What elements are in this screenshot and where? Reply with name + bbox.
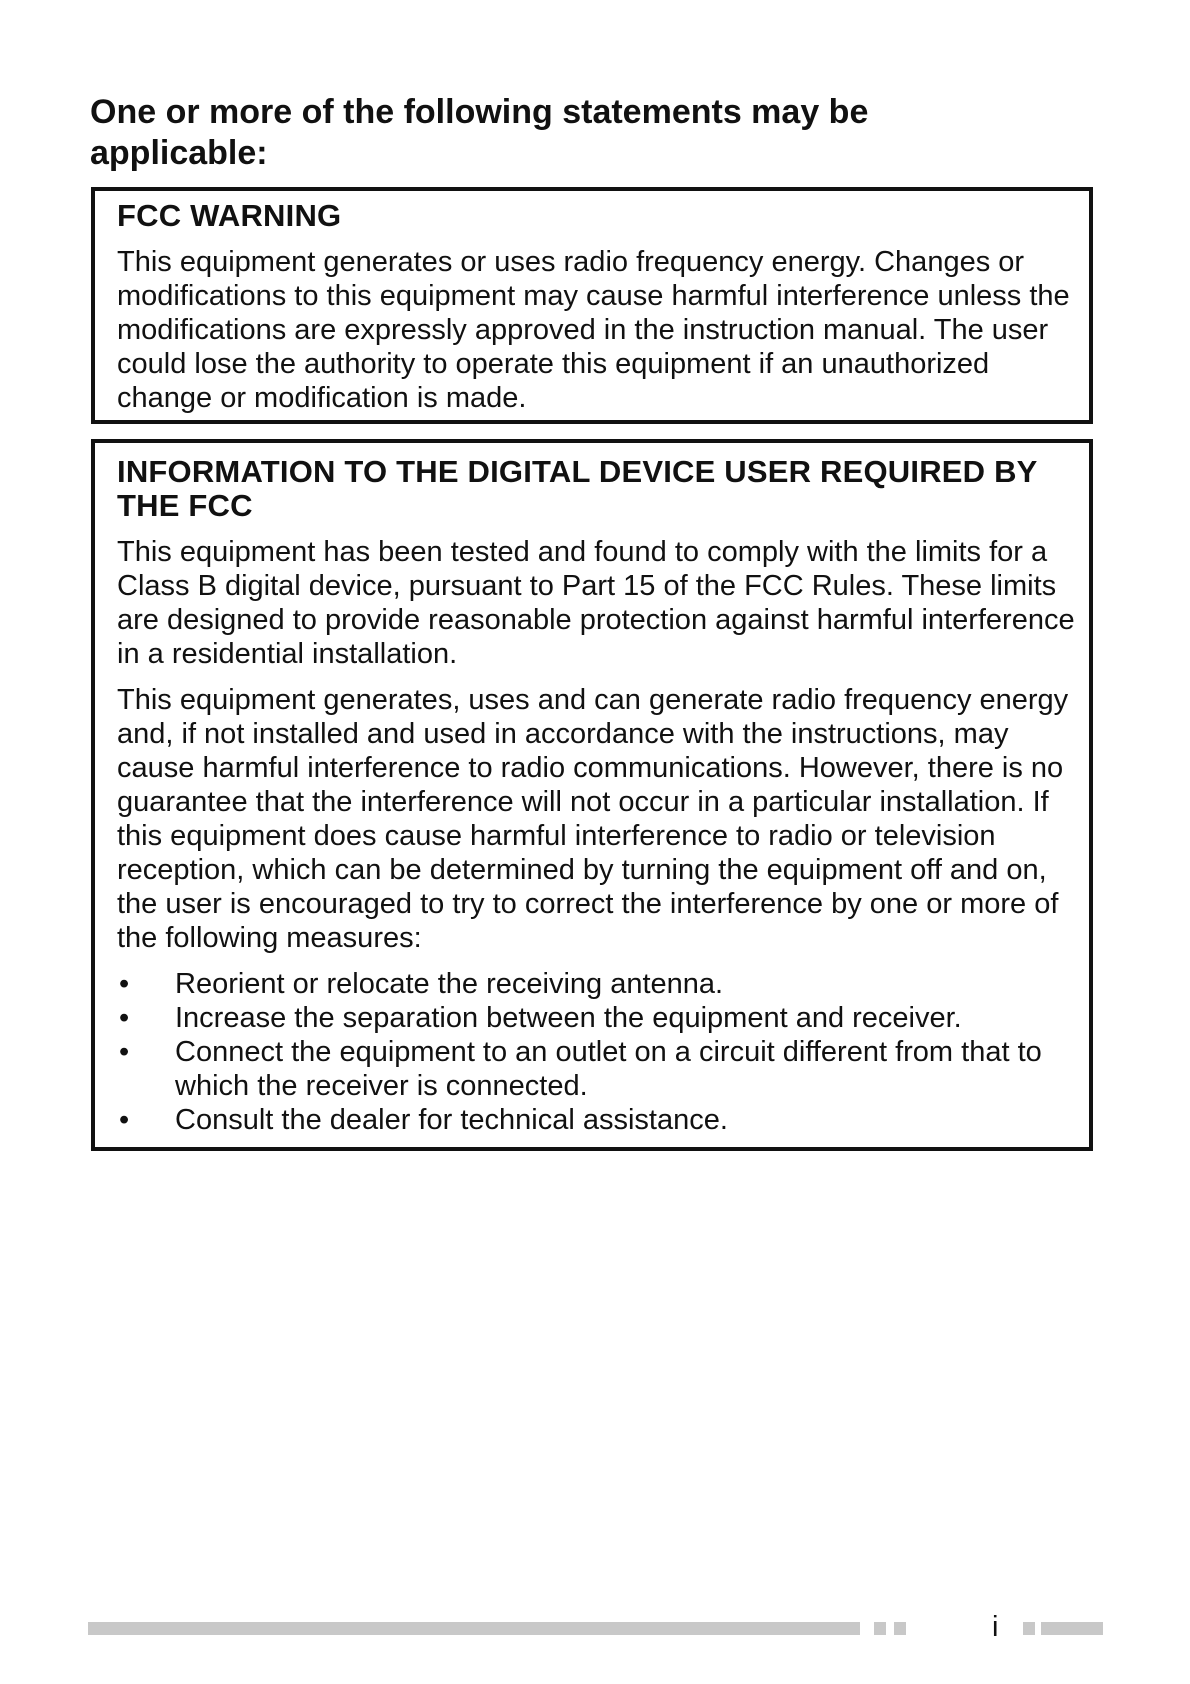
measure-text: Consult the dealer for technical assistance.	[175, 1104, 728, 1136]
bullet-icon: •	[119, 968, 130, 1000]
fcc-warning-box	[91, 187, 1093, 424]
footer-block	[894, 1622, 906, 1635]
footer-block	[874, 1622, 886, 1635]
fcc-warning-text: This equipment generates or uses radio frequency energy. Changes or modifications to this equipment may cause harmful interference unless the modifications are expressly approved in the instruction manual. The user could lose the authority to operate this equipment if an unauthorized change or modification is made.	[117, 246, 1070, 414]
measure-text: Reorient or relocate the receiving antenna.	[175, 968, 724, 1000]
list-item	[117, 1103, 1089, 1137]
bullet-icon: •	[119, 1036, 130, 1068]
bullet-icon: •	[119, 1104, 130, 1136]
page-heading: One or more of the following statements may be applicable:	[90, 93, 869, 172]
digital-device-info-box	[91, 439, 1093, 1151]
list-item	[117, 1035, 1089, 1103]
list-item	[117, 967, 1089, 1001]
measure-text: Increase the separation between the equipment and receiver.	[175, 1002, 962, 1034]
footer-block	[1041, 1622, 1103, 1635]
digital-device-info-title: INFORMATION TO THE DIGITAL DEVICE USER REQUIRED BY THE FCC	[117, 454, 1037, 523]
page-number: i	[992, 1611, 999, 1643]
page-footer	[88, 1611, 1103, 1643]
interference-paragraph: This equipment generates, uses and can generate radio frequency energy and, if not installed and used in accordance with the instructions, may cause harmful interference to radio communications. However, there is no guarantee that the interference will not occur in a particular installation. If this equipment does cause harmful interference to radio or television reception, which can be determined by turning the equipment off and on, the user is encouraged to try to correct the interference by one or more of the following measures:	[117, 684, 1069, 954]
fcc-warning-title: FCC WARNING	[117, 198, 342, 233]
footer-block	[1023, 1622, 1035, 1635]
measures-list	[117, 967, 1089, 1137]
compliance-paragraph: This equipment has been tested and found to comply with the limits for a Class B digital device, pursuant to Part 15 of the FCC Rules. These limits are designed to provide reasonable protection against harmful interference in a residential installation.	[117, 536, 1075, 670]
measure-text: Connect the equipment to an outlet on a circuit different from that to which the receiver is connected.	[175, 1036, 1042, 1102]
footer-rule	[88, 1622, 860, 1635]
bullet-icon: •	[119, 1002, 130, 1034]
list-item	[117, 1001, 1089, 1035]
